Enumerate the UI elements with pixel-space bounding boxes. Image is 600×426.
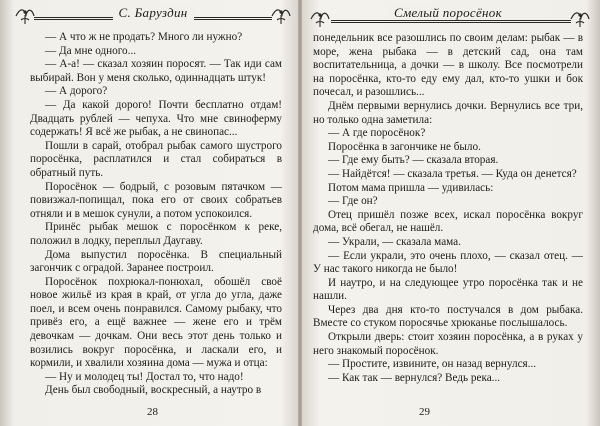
- text-line: Дома выпустил поросёнка. В специальный загончик с оградой. Заранее построил.: [30, 248, 282, 275]
- text-line: — Ну и молодец ты! Достал то, что надо!: [45, 370, 244, 383]
- text-line: Поросёнка в загончике не было.: [328, 140, 481, 153]
- text-line: Открыли дверь: стоит хозяин поросёнка, а в руках у него знакомый поросёнок.: [313, 331, 583, 357]
- text-line: И наутро, и на следующее утро поросёнка так и не нашли.: [313, 276, 583, 303]
- text-line: — Да мне одного...: [45, 44, 137, 57]
- text-line: — Простите, извините, он назад вернулся...: [328, 358, 537, 371]
- text-line: — Если украли, это очень плохо, — сказал отец. — У нас такого никогда не было!: [313, 249, 583, 276]
- text-line: Принёс рыбак мешок с поросёнком к реке, положил в лодку, переплыл Даугаву.: [30, 221, 282, 247]
- text-line: — А дорого?: [45, 85, 108, 98]
- floral-ornament-icon: [569, 7, 591, 29]
- text-line: — А где поросёнок?: [328, 127, 426, 140]
- text-line: Поросёнок — бодрый, с розовым пятачком — повизжал-попищал, пока его от своих собратьев отняли и в мешок сунули, а потом успокоился.: [30, 180, 282, 220]
- body-text: [313, 7, 583, 385]
- text-line: — Где он?: [328, 195, 378, 208]
- text-line: Пошли в сарай, отобрал рыбак самого шустрого поросёнка, расплатился и стал собираться в обратный путь.: [30, 139, 282, 179]
- text-line: Через два дня кто-то постучался в дом рыбака. Вместе со стуком поросячье хрюканье послышалось.: [313, 303, 583, 330]
- text-line: понедельник все разошлись по своим делам: рыбак — в море, жена рыбака — в детский сад, она там воспитательница, а дочки — в школу. Все посмотрели на поросёнка, кто-то еду ему дал, кто-то ушки и бок почесал, и разошлись...: [313, 32, 583, 99]
- page-header-author: С. Баруздин: [113, 5, 194, 20]
- text-line: — Где ему быть? — сказала вторая.: [328, 154, 499, 167]
- right-page: [300, 0, 600, 426]
- text-line: Потом мама пришла — удивилась:: [328, 181, 494, 194]
- running-header: [313, 7, 583, 29]
- text-line: — Найдётся! — сказала третья. — Куда он денется?: [328, 167, 577, 180]
- floral-ornament-icon: [270, 4, 292, 26]
- text-line: — Как так — вернулся? Ведь река...: [328, 371, 501, 384]
- page-number: 28: [147, 406, 158, 418]
- text-line: — Украли, — сказала мама.: [328, 235, 461, 248]
- text-line: — А-а! — сказал хозяин поросят. — Так иди сам выбирай. Вон у меня сколько, одиннадцать штук!: [30, 58, 282, 84]
- text-line: День был свободный, воскресный, а наутро в: [45, 384, 262, 397]
- running-header: [14, 4, 292, 26]
- text-line: Днём первыми вернулись дочки. Вернулись все три, но только одна заметила:: [313, 99, 583, 126]
- text-line: — А что ж не продать? Много ли нужно?: [45, 31, 243, 43]
- body-text: [30, 31, 282, 398]
- text-line: Отец пришёл позже всех, искал поросёнка вокруг дома, всё обегал, не нашёл.: [313, 208, 583, 235]
- text-line: Поросёнок похрюкал-понюхал, обошёл своё новое жильё из края в край, от угла до угла, даже поел, и всем очень понравился. Самому рыбаку, что привёз его, а ещё важнее — жене его и трём девочкам — дочкам. Они весь этот день только и возились вокруг поросёнка, и ласкали его, и кормили, и хвалили хозяина дома — мужа и отца:: [30, 275, 282, 370]
- text-line: — Да какой дорого! Почти бесплатно отдам! Двадцать рублей — чепуха. Что мне свиноферму содержать! Я всё же рыбак, а не свинопас...: [30, 98, 282, 139]
- page-header-title: Смелый поросёнок: [388, 5, 508, 20]
- page-number: 29: [419, 406, 430, 418]
